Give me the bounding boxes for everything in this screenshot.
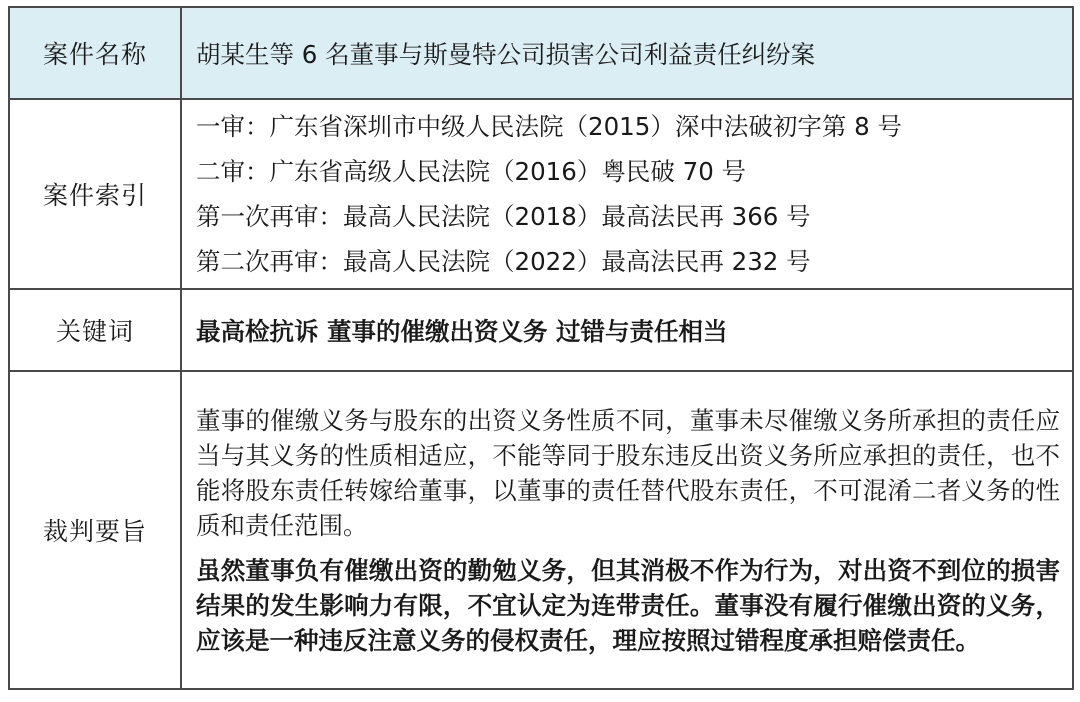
case-index-first-instance: 一审：广东省深圳市中级人民法院（2015）深中法破初字第 8 号 (196, 112, 903, 141)
judgment-gist-paragraph-normal: 董事的催缴义务与股东的出资义务性质不同，董事未尽催缴义务所承担的责任应当与其义务的性质相适应，不能等同于股东违反出资义务所应承担的责任，也不能将股东责任转嫁给董事，以董事的责任替代股东责任，不可混淆二者义务的性质和责任范围。 (196, 405, 1060, 540)
judgment-gist-row (9, 371, 1073, 689)
case-index-row (9, 99, 1073, 289)
case-name-label: 案件名称 (9, 7, 181, 99)
case-index-second-retrial: 第二次再审：最高人民法院（2022）最高法民再 232 号 (196, 247, 811, 276)
case-name-row (9, 7, 1073, 99)
judgment-gist-label: 裁判要旨 (9, 371, 181, 689)
case-index-first-retrial: 第一次再审：最高人民法院（2018）最高法民再 366 号 (196, 202, 811, 231)
keywords-row (9, 289, 1073, 371)
keywords-label: 关键词 (9, 289, 181, 371)
judgment-gist-paragraph-bold: 虽然董事负有催缴出资的勤勉义务，但其消极不作为行为，对出资不到位的损害结果的发生影响力有限，不宜认定为连带责任。董事没有履行催缴出资的义务，应该是一种违反注意义务的侵权责任，理应按照过错程度承担赔偿责任。 (196, 555, 1060, 655)
case-index-list (181, 99, 1073, 289)
case-name-value: 胡某生等 6 名董事与斯曼特公司损害公司利益责任纠纷案 (181, 7, 1073, 99)
case-index-second-instance: 二审：广东省高级人民法院（2016）粤民破 70 号 (196, 157, 747, 186)
case-index-label: 案件索引 (9, 99, 181, 289)
case-info-table (8, 6, 1074, 690)
judgment-gist-content (181, 371, 1073, 689)
keywords-value: 最高检抗诉 董事的催缴出资义务 过错与责任相当 (181, 289, 1073, 371)
